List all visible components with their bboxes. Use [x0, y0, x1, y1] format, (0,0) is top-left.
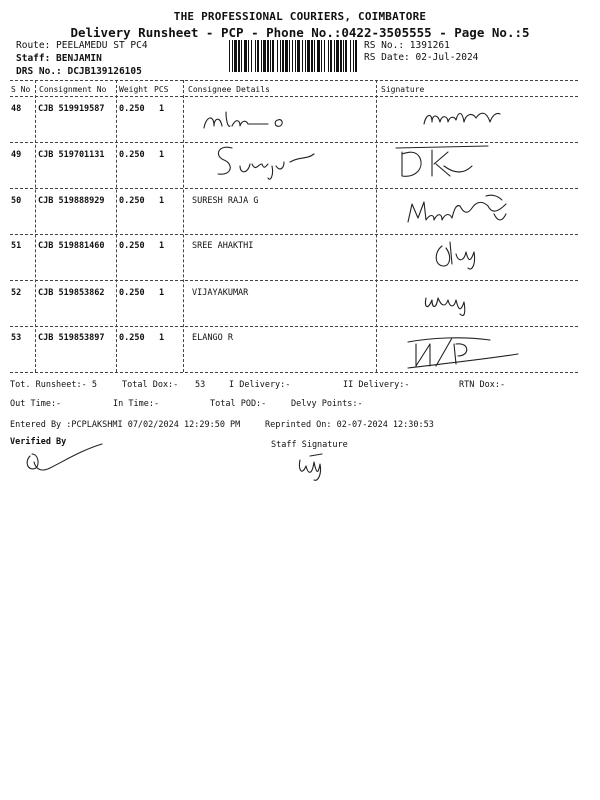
total-pod: Total POD:-: [210, 399, 267, 409]
row-consignee: ELANGO R: [192, 333, 233, 343]
entered-by: Entered By :PCPLAKSHMI 07/02/2024 12:29:50 PM: [10, 420, 241, 430]
drs-number: DRS No.: DCJB139126105: [16, 66, 142, 77]
row-sno: 50: [11, 196, 22, 206]
handwritten-consignee-scribble: [210, 142, 330, 184]
row-sno: 49: [11, 150, 22, 160]
handwritten-signature: [430, 234, 500, 274]
handwritten-consignee-scribble: [200, 106, 300, 136]
col-header-pcs: PCS: [154, 85, 169, 94]
row-consignee: SURESH RAJA G: [192, 196, 259, 206]
ii-delivery: II Delivery:-: [343, 380, 410, 390]
staff-signature-label: Staff Signature: [271, 440, 348, 450]
row-weight: 0.250: [119, 150, 145, 160]
row-rule: [10, 326, 578, 327]
row-rule: [10, 280, 578, 281]
table-bottom-rule: [10, 372, 578, 373]
handwritten-signature-np: [400, 330, 530, 372]
total-dox-label: Total Dox:-: [122, 380, 179, 390]
col-header-signature: Signature: [381, 85, 425, 94]
row-sno: 48: [11, 104, 22, 114]
barcode: [228, 40, 358, 72]
row-weight: 0.250: [119, 104, 145, 114]
row-consignment: CJB 519853862: [38, 288, 105, 298]
table-header-rule: [10, 96, 578, 97]
row-rule: [10, 188, 578, 189]
row-weight: 0.250: [119, 333, 145, 343]
handwritten-signature: [420, 284, 490, 320]
col-header-consignee: Consignee Details: [188, 85, 270, 94]
column-divider: [116, 80, 117, 372]
column-divider: [35, 80, 36, 372]
runsheet-title: Delivery Runsheet - PCP - Phone No.:0422-3505555 - Page No.:5: [70, 25, 530, 40]
route-label: Route: PEELAMEDU ST PC4: [16, 40, 148, 51]
verified-by-signature: [22, 440, 112, 480]
column-divider: [183, 80, 184, 372]
row-sno: 53: [11, 333, 22, 343]
col-header-consignment: Consignment No: [39, 85, 107, 94]
rtn-dox: RTN Dox:-: [459, 380, 506, 390]
col-header-weight: Weight: [119, 85, 148, 94]
row-pcs: 1: [159, 288, 165, 298]
row-pcs: 1: [159, 196, 165, 206]
rs-date: RS Date: 02-Jul-2024: [364, 52, 479, 63]
row-pcs: 1: [159, 241, 165, 251]
row-consignment: CJB 519853897: [38, 333, 105, 343]
row-consignment: CJB 519888929: [38, 196, 105, 206]
col-header-sno: S No: [11, 85, 31, 94]
tot-runsheet: Tot. Runsheet:- 5: [10, 380, 97, 390]
handwritten-signature-dk: [390, 142, 500, 186]
staff-label: Staff: BENJAMIN: [16, 53, 102, 64]
table-top-rule: [10, 80, 578, 81]
i-delivery: I Delivery:-: [229, 380, 291, 390]
reprinted-on: Reprinted On: 02-07-2024 12:30:53: [265, 420, 434, 430]
column-divider: [376, 80, 377, 372]
row-consignment: CJB 519881460: [38, 241, 105, 251]
row-pcs: 1: [159, 150, 165, 160]
in-time: In Time:-: [113, 399, 160, 409]
row-consignee: SREE AHAKTHI: [192, 241, 254, 251]
total-dox-value: 53: [195, 380, 206, 390]
company-name: THE PROFESSIONAL COURIERS, COIMBATORE: [173, 10, 427, 23]
row-weight: 0.250: [119, 241, 145, 251]
row-consignment: CJB 519919587: [38, 104, 105, 114]
row-weight: 0.250: [119, 196, 145, 206]
handwritten-signature: [420, 102, 530, 132]
rs-number: RS No.: 1391261: [364, 40, 450, 51]
out-time: Out Time:-: [10, 399, 62, 409]
verified-by-label: Verified By: [10, 437, 67, 447]
handwritten-signature: [402, 192, 532, 230]
row-pcs: 1: [159, 104, 165, 114]
row-consignment: CJB 519701131: [38, 150, 105, 160]
staff-signature: [290, 448, 350, 488]
delvy-points: Delvy Points:-: [291, 399, 363, 409]
row-pcs: 1: [159, 333, 165, 343]
row-weight: 0.250: [119, 288, 145, 298]
row-sno: 52: [11, 288, 22, 298]
row-sno: 51: [11, 241, 22, 251]
row-consignee: VIJAYAKUMAR: [192, 288, 249, 298]
